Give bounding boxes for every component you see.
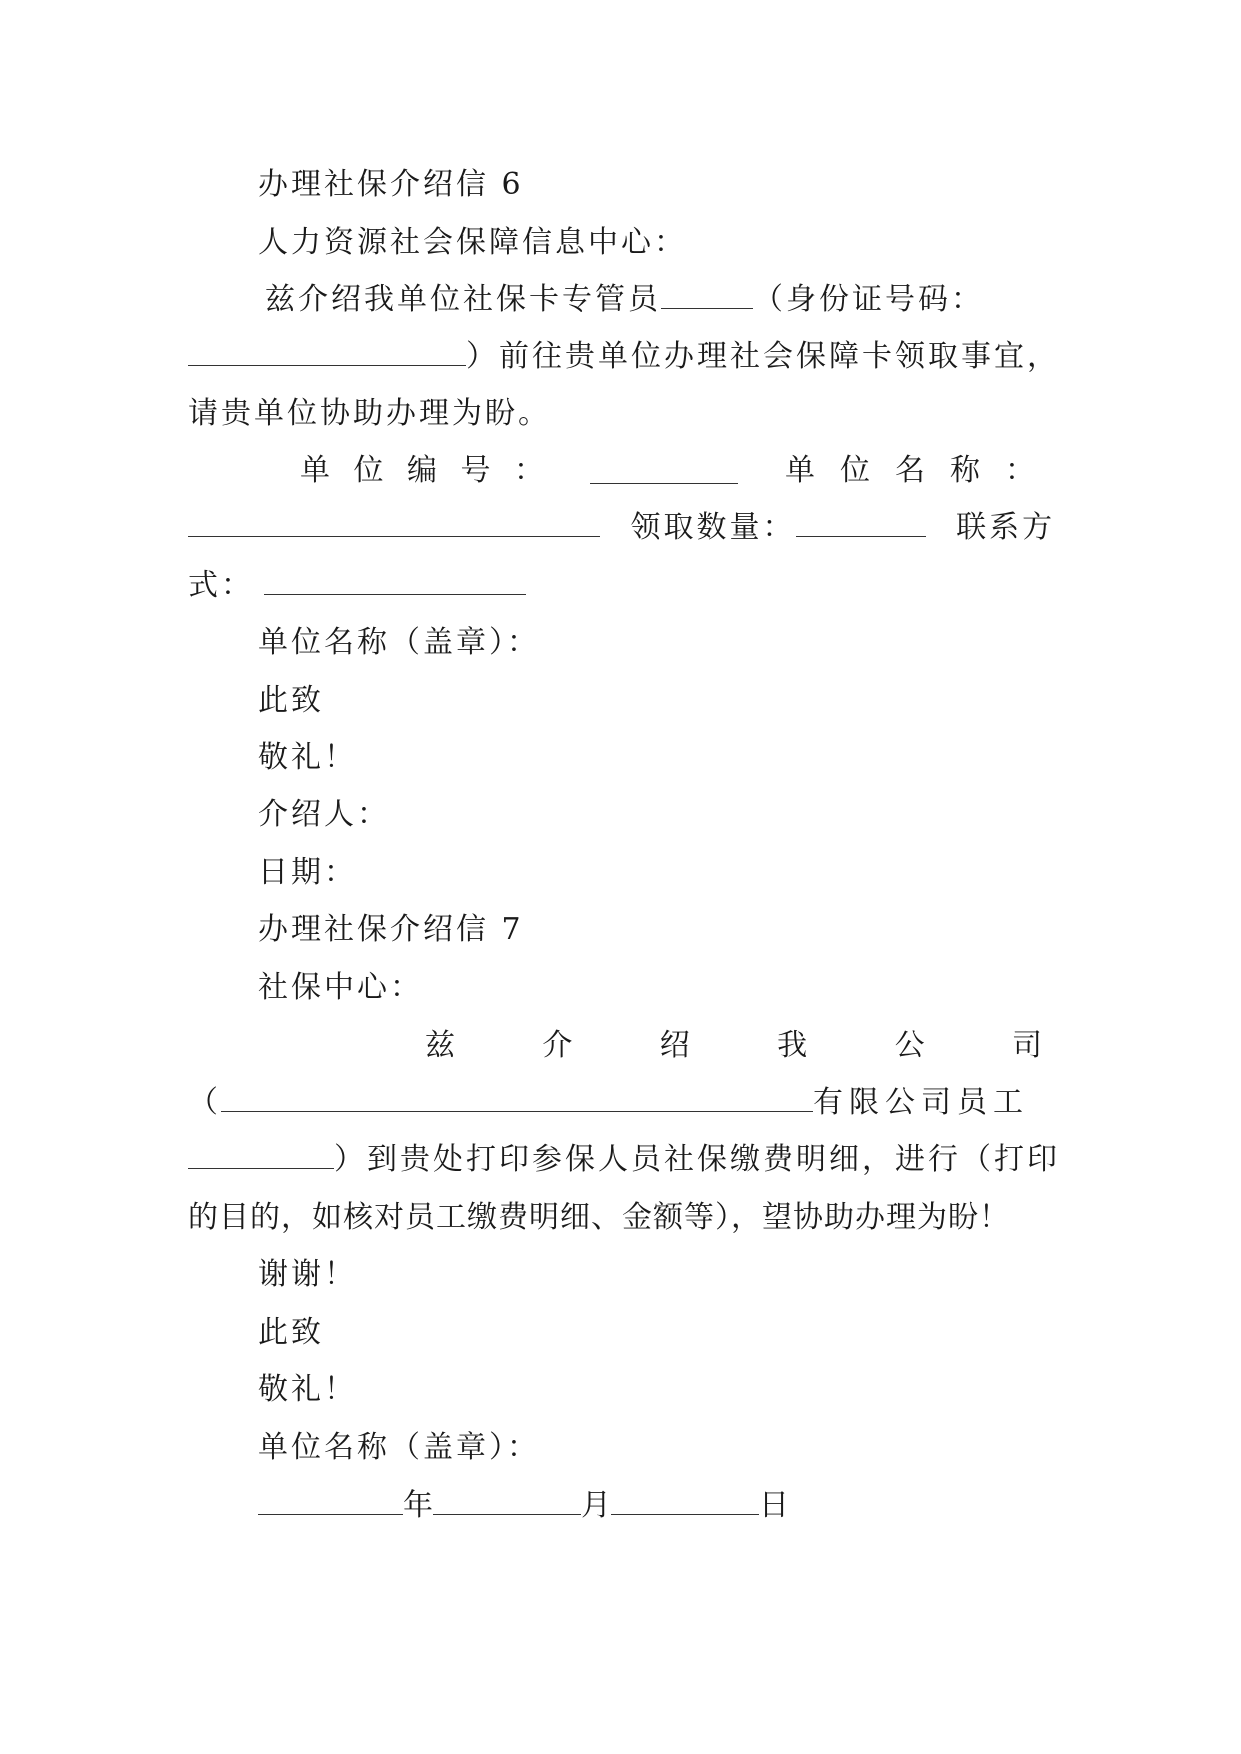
unit-info-line — [300, 451, 1035, 491]
contact-label-end: 式： — [188, 568, 254, 603]
letter6-body2-text: ）前往贵单位办理社会保障卡领取事宜， — [466, 339, 1060, 374]
letter6-body-line2 — [188, 337, 1060, 377]
letter7-body3-text: ）到贵处打印参保人员社保缴费明细，进行（打印 — [334, 1142, 1060, 1177]
letter6-addressee: 人力资源社会保障信息中心： — [258, 225, 687, 260]
unit-name-blank — [188, 508, 600, 537]
letter6-seal: 单位名称（盖章）： — [258, 625, 540, 660]
company-name-blank — [221, 1083, 813, 1112]
month-blank — [433, 1486, 581, 1515]
month-label: 月 — [581, 1488, 611, 1523]
letter6-title: 办理社保介绍信 6 — [258, 167, 524, 202]
contact-label: 联系方 — [956, 510, 1056, 545]
employee-name-blank — [188, 1140, 334, 1169]
letter7-body-line3 — [188, 1140, 1060, 1180]
contact-blank — [264, 566, 526, 595]
quantity-blank — [796, 508, 926, 537]
unit-number-label: 单 位 编 号 ： — [300, 453, 544, 488]
letter7-body-line2: （ 有限公司员工 — [188, 1085, 1029, 1120]
letter7-body2-tail: 有限公司员工 — [813, 1085, 1029, 1120]
id-number-blank — [188, 337, 466, 366]
quantity-contact-line — [188, 508, 1056, 548]
letter6-body-line1 — [265, 280, 984, 320]
letter7-date-line — [258, 1486, 789, 1526]
letter6-introducer: 介绍人： — [258, 797, 390, 832]
letter6-closing2: 敬礼！ — [258, 740, 357, 775]
letter7-closing1: 此致 — [258, 1315, 324, 1350]
unit-name-label: 单 位 名 称 ： — [785, 453, 1035, 488]
letter7-addressee: 社保中心： — [258, 970, 423, 1005]
letter6-body1-id: （身份证号码： — [753, 282, 984, 317]
year-blank — [258, 1486, 403, 1515]
day-label: 日 — [759, 1488, 789, 1523]
year-label: 年 — [403, 1488, 433, 1523]
letter7-body-line4: 的目的，如核对员工缴费明细、金额等），望协助办理为盼！ — [188, 1200, 1010, 1235]
letter6-closing1: 此致 — [258, 683, 324, 718]
letter6-body-line3: 请贵单位协助办理为盼。 — [188, 396, 551, 431]
quantity-label: 领取数量： — [630, 510, 796, 545]
letter7-closing2: 敬礼！ — [258, 1372, 357, 1407]
letter7-thanks: 谢谢！ — [258, 1257, 357, 1292]
letter6-body1-text: 兹介绍我单位社保卡专管员 — [265, 282, 661, 317]
letter7-body-line1: 兹 介 绍 我 公 司 — [425, 1028, 1042, 1063]
unit-number-blank — [590, 455, 738, 484]
letter7-title: 办理社保介绍信 7 — [258, 912, 524, 947]
staff-name-blank — [661, 280, 753, 309]
letter7-seal: 单位名称（盖章）： — [258, 1430, 540, 1465]
contact-line — [188, 566, 526, 606]
day-blank — [611, 1486, 759, 1515]
letter6-date: 日期： — [258, 855, 357, 890]
